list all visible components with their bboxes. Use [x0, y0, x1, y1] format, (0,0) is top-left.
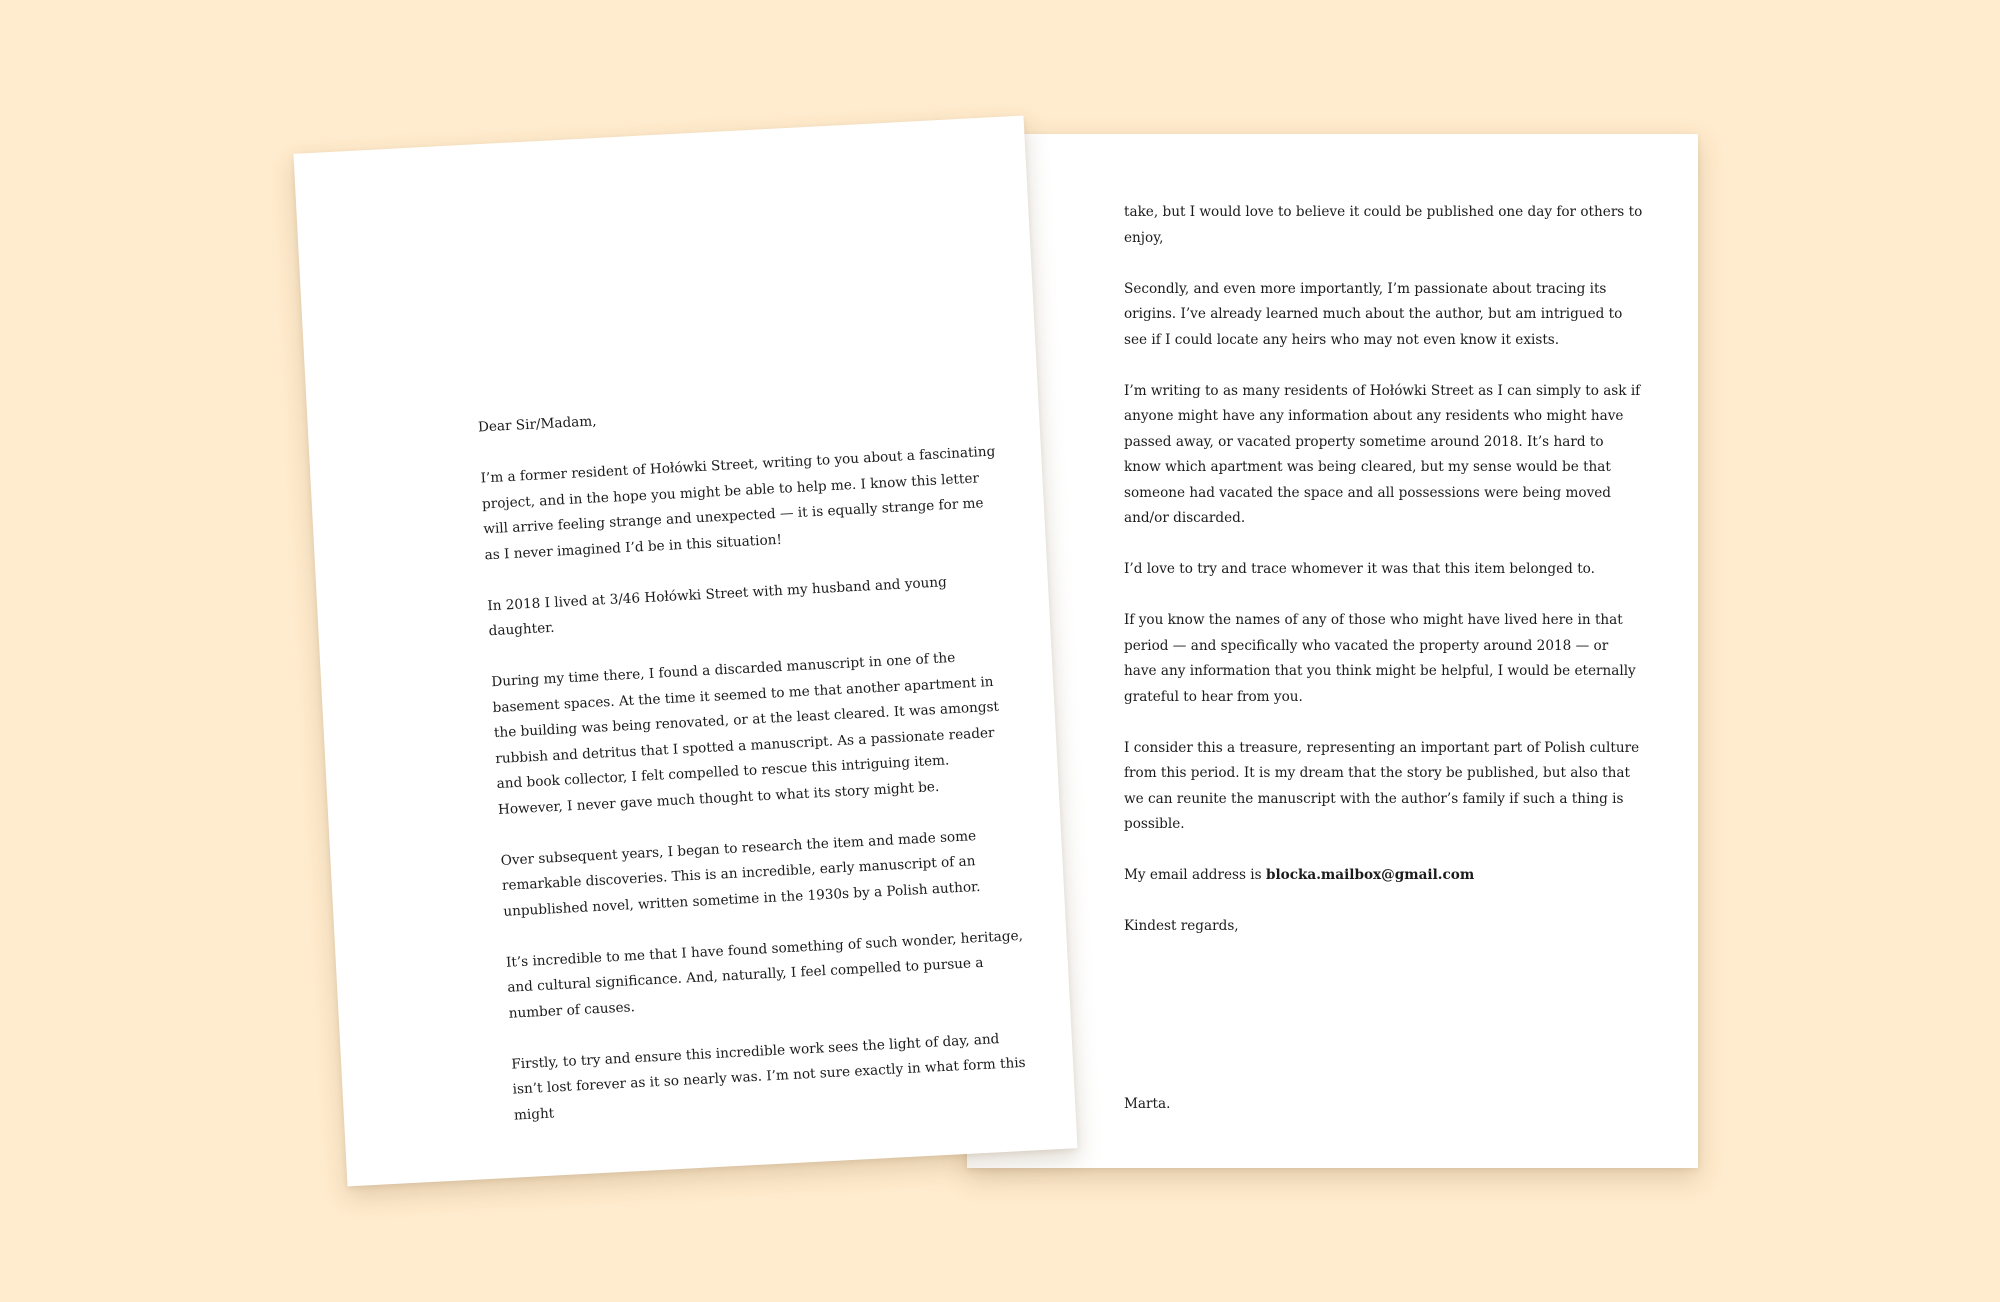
- letter-paragraph: It’s incredible to me that I have found something of such wonder, heritage, and cultural significance. And, naturally, I feel compelled to pursue a number of causes.: [505, 927, 1024, 1022]
- letter-paragraph: take, but I would love to believe it could be published one day for others to enjoy,: [1124, 204, 1643, 246]
- letter-paragraph: Secondly, and even more importantly, I’m passionate about tracing its origins. I’ve already learned much about the author, but am intrigued to see if I could locate any heirs who may not even know it exists.: [1124, 280, 1623, 348]
- email-prefix: My email address is: [1124, 867, 1266, 883]
- signature-space: [1124, 965, 1644, 1092]
- letter-page-1-body: [477, 388, 1034, 1128]
- closing: Kindest regards,: [1124, 918, 1239, 934]
- signature: Marta.: [1124, 1096, 1171, 1112]
- letter-paragraph: If you know the names of any of those who might have lived here in that period — and specifically who vacated the property around 2018 — or have any information that you think might be helpful, I would be eternally grateful to hear from you.: [1124, 612, 1636, 705]
- email-line: [1124, 863, 1644, 889]
- letter-page-2-body: [1124, 200, 1644, 1118]
- letter-page-2: [967, 134, 1698, 1168]
- email-address: blocka.mailbox@gmail.com: [1265, 867, 1475, 883]
- letter-paragraph: I’d love to try and trace whomever it was that this item belonged to.: [1124, 561, 1595, 577]
- letter-paragraph: Firstly, to try and ensure this incredible work sees the light of day, and isn’t lost forever as it so nearly was. I’m not sure exactly in what form this might: [510, 1030, 1026, 1124]
- letter-paragraph: I’m writing to as many residents of Hołówki Street as I can simply to ask if anyone might have any information about any residents who might have passed away, or vacated property sometime around 2018. It’s hard to know which apartment was being cleared, but my sense would be that someone had vacated the space and all possessions were being moved and/or discarded.: [1124, 382, 1641, 526]
- letter-paragraph: During my time there, I found a discarded manuscript in one of the basement spaces. At the time it seemed to me that another apartment in the building was being renovated, or at the least cleared. It was amongst rubbish and detritus that I spotted a manuscript. As a passionate reader and book collector, I felt compelled to rescue this intriguing item. However, I never gave much thought to what its story might be.: [490, 649, 1000, 818]
- letter-paragraph: I consider this a treasure, representing an important part of Polish culture from this period. It is my dream that the story be published, but also that we can reunite the manuscript with the author’s family if such a thing is possible.: [1124, 739, 1640, 832]
- letter-paragraph: Over subsequent years, I began to research the item and made some remarkable discoveries. This is an incredible, early manuscript of an unpublished novel, written sometime in the 1930s by a Polish author.: [500, 827, 981, 920]
- letter-paragraph: I’m a former resident of Hołówki Street, writing to you about a fascinating project, and in the hope you might be able to help me. I know this letter will arrive feeling strange and unexpected — it is equally strange for me as I never imagined I’d be in this situation!: [480, 443, 996, 563]
- letter-page-1: [293, 116, 1077, 1187]
- letter-paragraph: In 2018 I lived at 3/46 Hołówki Street with my husband and young daughter.: [486, 573, 948, 640]
- salutation: Dear Sir/Madam,: [477, 413, 597, 436]
